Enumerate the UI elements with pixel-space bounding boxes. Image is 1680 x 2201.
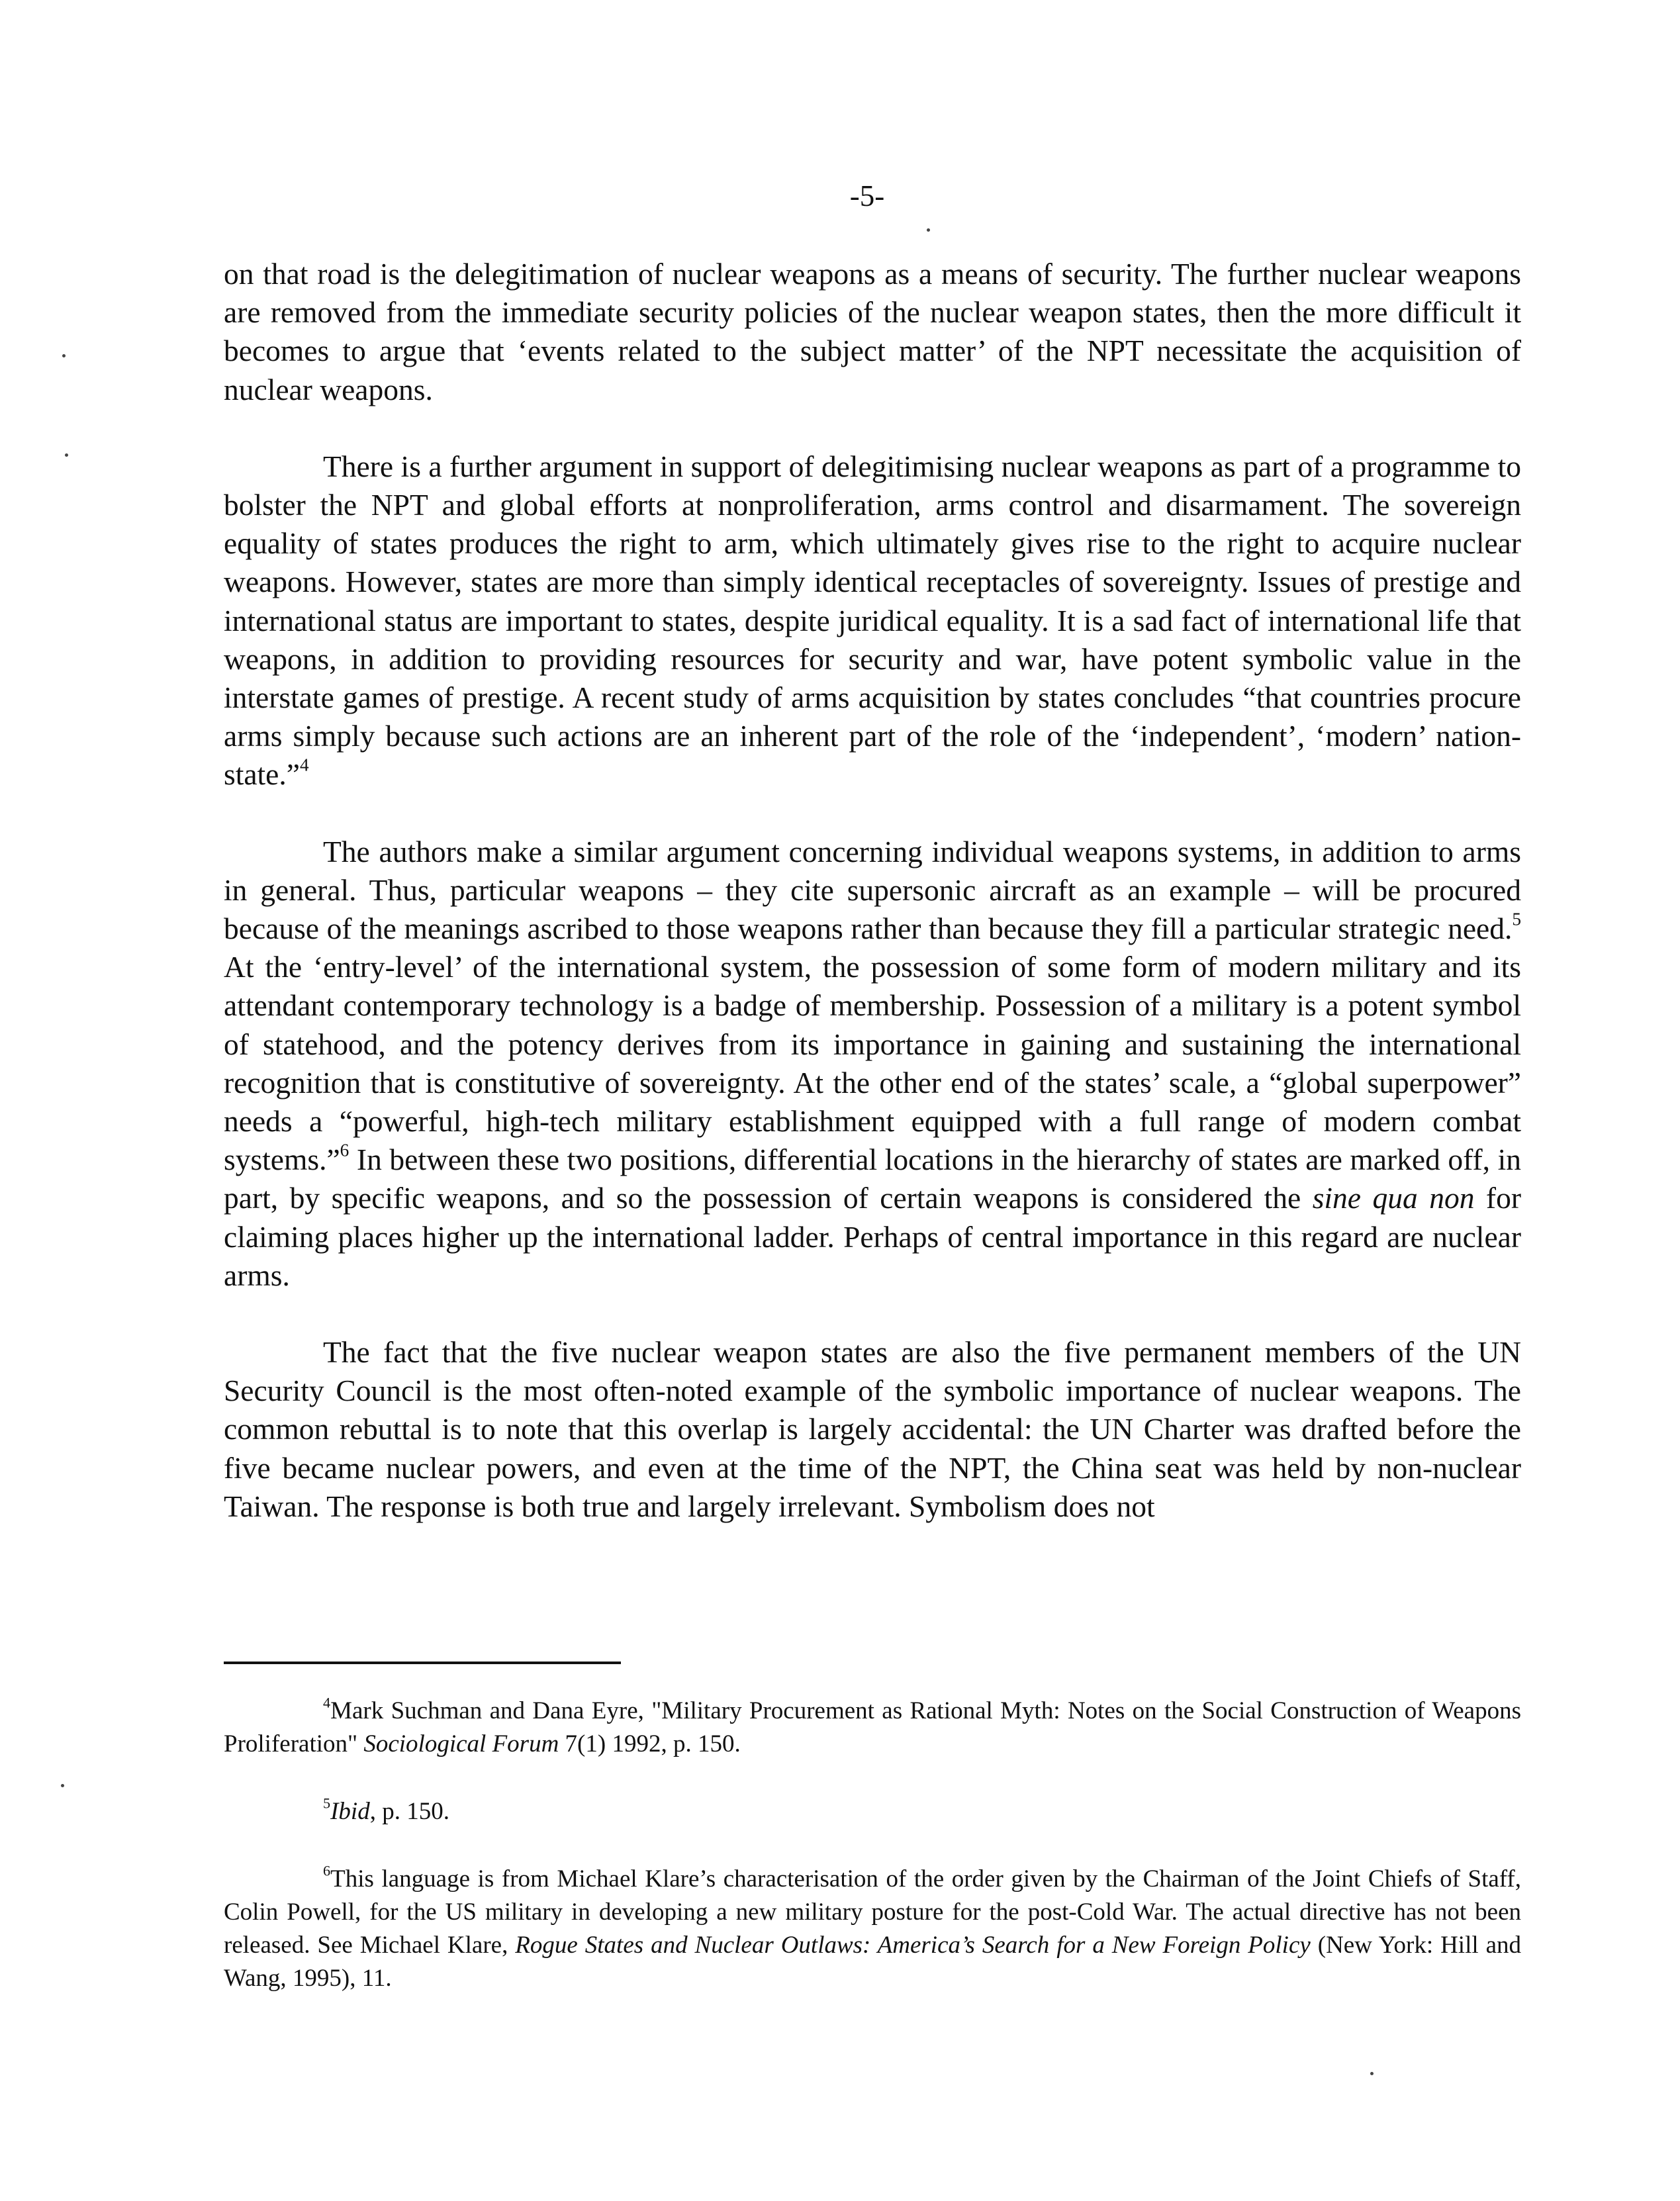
footnote-4 (224, 1695, 1521, 1761)
paragraph-3-text-c: In between these two positions, differential locations in the hierarchy of states are marked off, in part, by specific weapons, and so the possession of certain weapons is considered the (224, 1143, 1521, 1215)
footnote-text-end: 7(1) 1992, p. 150. (559, 1730, 741, 1757)
footnote-italic: Sociological Forum (363, 1730, 559, 1757)
footnote-text-end: (New York: Hill and Wang, 1995), 11. (224, 1932, 1521, 1992)
page-number: -5- (849, 179, 885, 212)
scan-speck (1370, 2072, 1374, 2075)
footnote-ref-4: 4 (299, 755, 309, 775)
footnote-italic: Ibid (330, 1798, 370, 1825)
footnote-divider (224, 1662, 621, 1664)
footnote-ref-5: 5 (1512, 909, 1521, 929)
footnote-ref-6: 6 (340, 1140, 350, 1160)
footnote-number: 4 (323, 1694, 331, 1711)
footnote-6 (224, 1863, 1521, 1995)
paragraph-3-text-d: for claiming places higher up the international ladder. Perhaps of central importance in this regard are nuclear arms. (224, 1181, 1521, 1292)
footnote-text: This language is from Michael Klare’s characterisation of the order given by the Chairman of the Joint Chiefs of Staff, Colin Powell, for the US military in developing a new military posture for the post-Cold War. The actual directive has not been released. See Michael Klare, (224, 1865, 1521, 1959)
paragraph-1: on that road is the delegitimation of nuclear weapons as a means of security. The further nuclear weapons are removed from the immediate security policies of the nuclear weapon states, then the more difficult it becomes to argue that ‘events related to the subject matter’ of the NPT necessitate the acquisition of nuclear weapons. (224, 257, 1521, 406)
scan-speck (61, 1784, 64, 1787)
paragraph-4: The fact that the five nuclear weapon states are also the five permanent members of the UN Security Council is the most often-noted example of the symbolic importance of nuclear weapons. The common rebuttal is to note that this overlap is largely accidental: the UN Charter was drafted before the five became nuclear powers, and even at the time of the NPT, the China seat was held by non-nuclear Taiwan. The response is both true and largely irrelevant. Symbolism does not (224, 1335, 1521, 1523)
paragraph-2 (224, 447, 1521, 794)
footnote-text: Mark Suchman and Dana Eyre, "Military Procurement as Rational Myth: Notes on the Social Construction of Weapons Proliferation" (224, 1697, 1521, 1757)
paragraph-3 (224, 833, 1521, 1295)
scan-speck (927, 228, 930, 232)
paragraph-3-text-b: At the ‘entry-level’ of the international system, the possession of some form of modern military and its attendant contemporary technology is a badge of membership. Possession of a military is a potent symbol of statehood, and the potency derives from its importance in gaining and sustaining the international recognition that is constitutive of sovereignty. At the other end of the states’ scale, a “global superpower” needs a “powerful, high-tech military establishment equipped with a full range of modern combat systems.” (224, 950, 1521, 1177)
paragraph-3-text-a: The authors make a similar argument concerning individual weapons systems, in addition to arms in general. Thus, particular weapons – they cite supersonic aircraft as an example – will be procured because of the meanings ascribed to those weapons rather than because they fill a particular strategic need. (224, 834, 1521, 946)
paragraph-2-text: There is a further argument in support of delegitimising nuclear weapons as part of a programme to bolster the NPT and global efforts at nonproliferation, arms control and disarmament. The sovereign equality of states produces the right to arm, which ultimately gives rise to the right to acquire nuclear weapons. However, states are more than simply identical receptacles of sovereignty. Issues of prestige and international status are important to states, despite juridical equality. It is a sad fact of international life that weapons, in addition to providing resources for security and war, have potent symbolic value in the interstate games of prestige. A recent study of arms acquisition by states concludes “that countries procure arms simply because such actions are an inherent part of the role of the ‘independent’, ‘modern’ nation-state.” (224, 449, 1521, 792)
scan-speck (62, 354, 66, 357)
footnote-italic: Rogue States and Nuclear Outlaws: America’s Search for a New Foreign Policy (515, 1932, 1311, 1959)
scan-speck (65, 453, 68, 457)
footnote-text-end: , p. 150. (369, 1798, 449, 1825)
footnote-5 (224, 1795, 1521, 1828)
footnote-number: 5 (323, 1795, 331, 1812)
body-text (224, 255, 1521, 1526)
paragraph-3-italic: sine qua non (1312, 1181, 1475, 1215)
footnote-number: 6 (323, 1862, 331, 1879)
footnotes (224, 1695, 1521, 2030)
